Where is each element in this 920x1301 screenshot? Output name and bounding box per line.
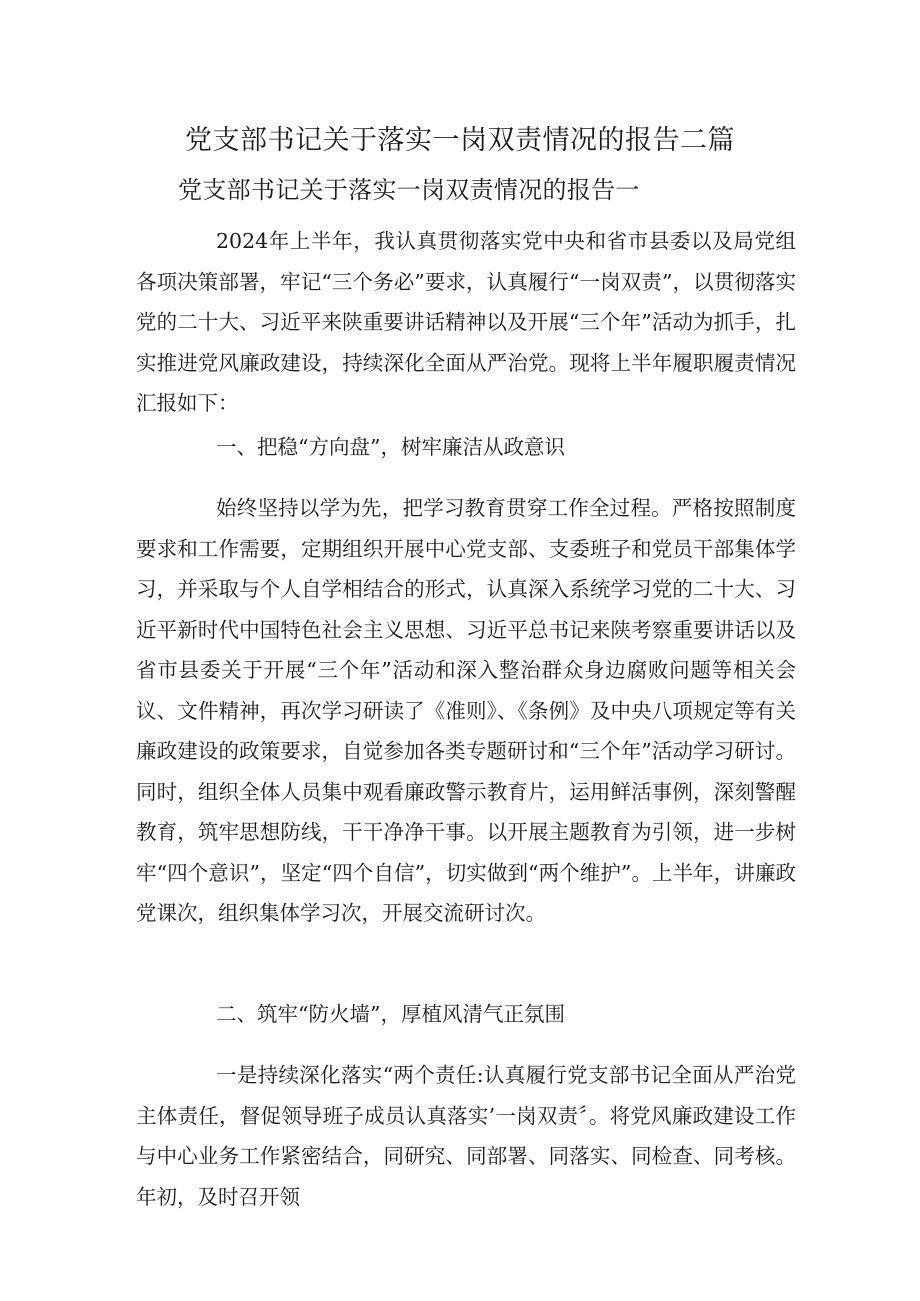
- intro-paragraph: 2024年上半年，我认真贯彻落实党中央和省市县委以及局党组各项决策部署，牢记“三个务必”要求，认真履行“一岗双责”，以贯彻落实党的二十大、习近平来陕重要讲话精神以及开展“三个年”活动为抓手，扎实推进党风廉政建设，持续深化全面从严治党。现将上半年履职履责情况汇报如下：: [136, 229, 796, 415]
- section-paragraph-2: 一是持续深化落实“两个责任:认真履行党支部书记全面从严治党主体责任，督促领导班子成员认真落实’一岗双责〞。将党风廉政建设工作与中心业务工作紧密结合，同研究、同部署、同落实、同检查、同考核。年初，及时召开领: [136, 1063, 796, 1209]
- document-title: 党支部书记关于落实一岗双责情况的报告二篇: [185, 125, 735, 156]
- section-heading-2: 二、筑牢“防火墙”，厚植风清气正氛围: [216, 1002, 565, 1026]
- section-paragraph-1: 始终坚持以学为先，把学习教育贯穿工作全过程。严格按照制度要求和工作需要，定期组织开展中心党支部、支委班子和党员干部集体学习，并采取与个人自学相结合的形式，认真深入系统学习党的二十大、习近平新时代中国特色社会主义思想、习近平总书记来陕考察重要讲话以及省市县委关于开展“三个年”活动和深入整治群众身边腐败问题等相关会议、文件精神，再次学习研读了《准则》、《条例》及中央八项规定等有关廉政建设的政策要求，自觉参加各类专题研讨和“三个年”活动学习研讨。同时，组织全体人员集中观看廉政警示教育片，运用鲜活事例，深刻警醒教育，筑牢思想防线，干干净净干事。以开展主题教育为引领，进一步树牢“四个意识”，坚定“四个自信”，切实做到“两个维护”。上半年，讲廉政党课次，组织集体学习次，开展交流研讨次。: [136, 496, 796, 925]
- section-heading-1: 一、把稳“方向盘”，树牢廉洁从政意识: [216, 435, 565, 459]
- report-subtitle: 党支部书记关于落实一岗双责情况的报告一: [178, 176, 640, 204]
